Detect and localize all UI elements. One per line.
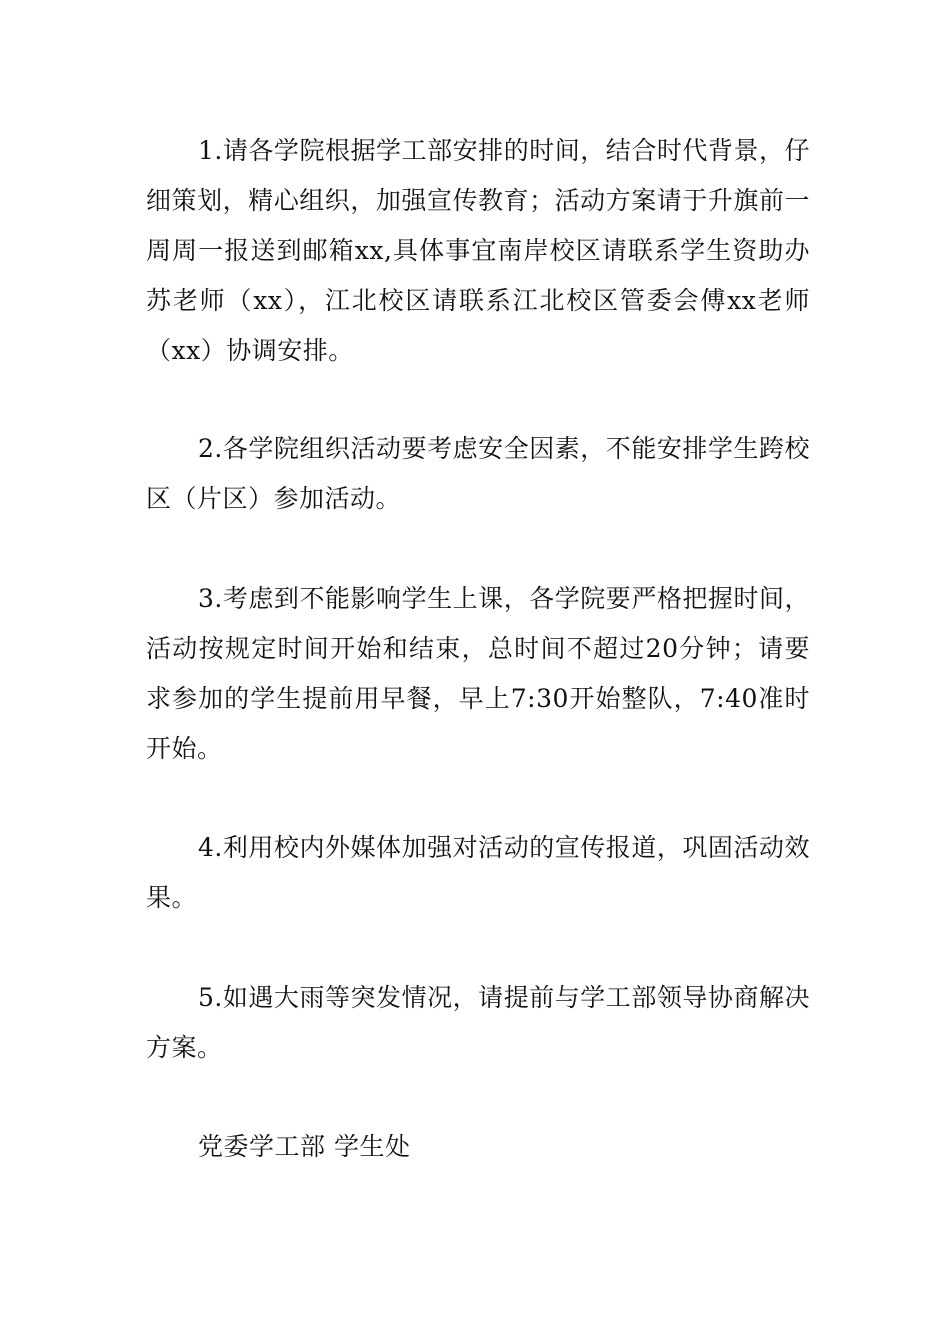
paragraph-4 xyxy=(146,823,810,923)
paragraph-3 xyxy=(146,574,810,774)
paragraph-5 xyxy=(146,973,810,1073)
paragraph-1-text: 1.请各学院根据学工部安排的时间，结合时代背景，仔细策划，精心组织，加强宣传教育；活动方案请于升旗前一周周一报送到邮箱xx,具体事宜南岸校区请联系学生资助办苏老师（xx），江北校区请联系江北校区管委会傅xx老师（xx）协调安排。 xyxy=(146,136,810,365)
paragraph-3-text: 3.考虑到不能影响学生上课，各学院要严格把握时间，活动按规定时间开始和结束，总时间不超过20分钟；请要求参加的学生提前用早餐，早上7:30开始整队，7:40准时开始。 xyxy=(146,584,810,763)
paragraph-2-text: 2.各学院组织活动要考虑安全因素，不能安排学生跨校区（片区）参加活动。 xyxy=(146,434,810,513)
paragraph-4-text: 4.利用校内外媒体加强对活动的宣传报道，巩固活动效果。 xyxy=(146,833,810,912)
signature-block xyxy=(146,1122,810,1172)
paragraph-5-text: 5.如遇大雨等突发情况，请提前与学工部领导协商解决方案。 xyxy=(146,983,810,1062)
paragraph-1 xyxy=(146,126,810,376)
paragraph-2 xyxy=(146,424,810,524)
signature-text: 党委学工部 学生处 xyxy=(198,1132,411,1161)
